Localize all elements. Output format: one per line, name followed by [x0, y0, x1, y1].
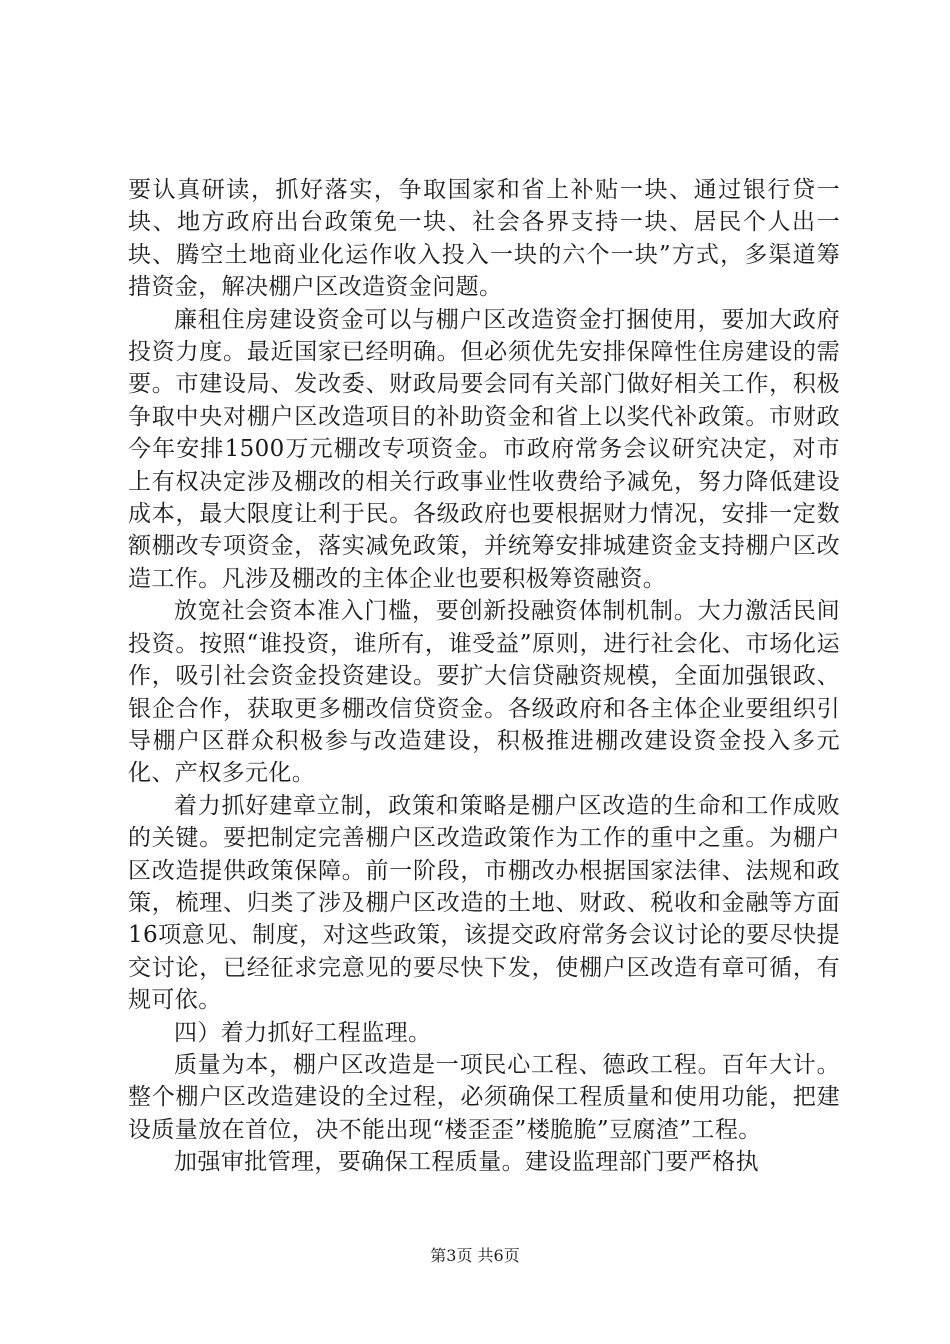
paragraph-3: 放宽社会资本准入门槛，要创新投融资体制机制。大力激活民间投资。按照“谁投资，谁所有，谁受益”原则，进行社会化、市场化运作，吸引社会资金投资建设。要扩大信贷融资规模，全面加强银政、银企合作，获取更多棚改信贷资金。各级政府和各主体企业要组织引导棚户区群众积极参与改造建设，积极推进棚改建设资金投入多元化、产权多元化。 [128, 598, 840, 787]
paragraph-2: 廉租住房建设资金可以与棚户区改造资金打捆使用，要加大政府投资力度。最近国家已经明确。但必须优先安排保障性住房建设的需要。市建设局、发改委、财政局要会同有关部门做好相关工作，积极争取中央对棚户区改造项目的补助资金和省上以奖代补政策。市财政今年安排1500万元棚改专项资金。市政府常务会议研究决定，对市上有权决定涉及棚改的相关行政事业性收费给予减免，努力降低建设成本，最大限度让利于民。各级政府也要根据财力情况，安排一定数额棚改专项资金，落实减免政策，并统筹安排城建资金支持棚户区改造工作。凡涉及棚改的主体企业也要积极筹资融资。 [128, 306, 840, 592]
page-number-footer: 第3页 共6页 [430, 1246, 520, 1265]
paragraph-1: 要认真研读，抓好落实，争取国家和省上补贴一块、通过银行贷一块、地方政府出台政策免一块、社会各界支持一块、居民个人出一块、腾空土地商业化运作收入投入一块的六个一块”方式，多渠道筹措资金，解决棚户区改造资金问题。 [128, 177, 840, 301]
section-heading: 四）着力抓好工程监理。 [174, 1019, 432, 1046]
paragraph-4: 着力抓好建章立制，政策和策略是棚户区改造的生命和工作成败的关键。要把制定完善棚户区改造政策作为工作的重中之重。为棚户区改造提供政策保障。前一阶段，市棚改办根据国家法律、法规和政策，梳理、归类了涉及棚户区改造的土地、财政、税收和金融等方面16项意见、制度，对这些政策，该提交政府常务会议讨论的要尽快提交讨论，已经征求完意见的要尽快下发，使棚户区改造有章可循，有规可依。 [128, 792, 840, 1014]
document-body [128, 174, 840, 1179]
paragraph-5: 质量为本，棚户区改造是一项民心工程、德政工程。百年大计。整个棚户区改造建设的全过程，必须确保工程质量和使用功能，把建设质量放在首位，决不能出现“楼歪歪”楼脆脆”豆腐渣”工程。 [128, 1051, 840, 1143]
paragraph-6: 加强审批管理，要确保工程质量。建设监理部门要严格执 [174, 1149, 759, 1176]
